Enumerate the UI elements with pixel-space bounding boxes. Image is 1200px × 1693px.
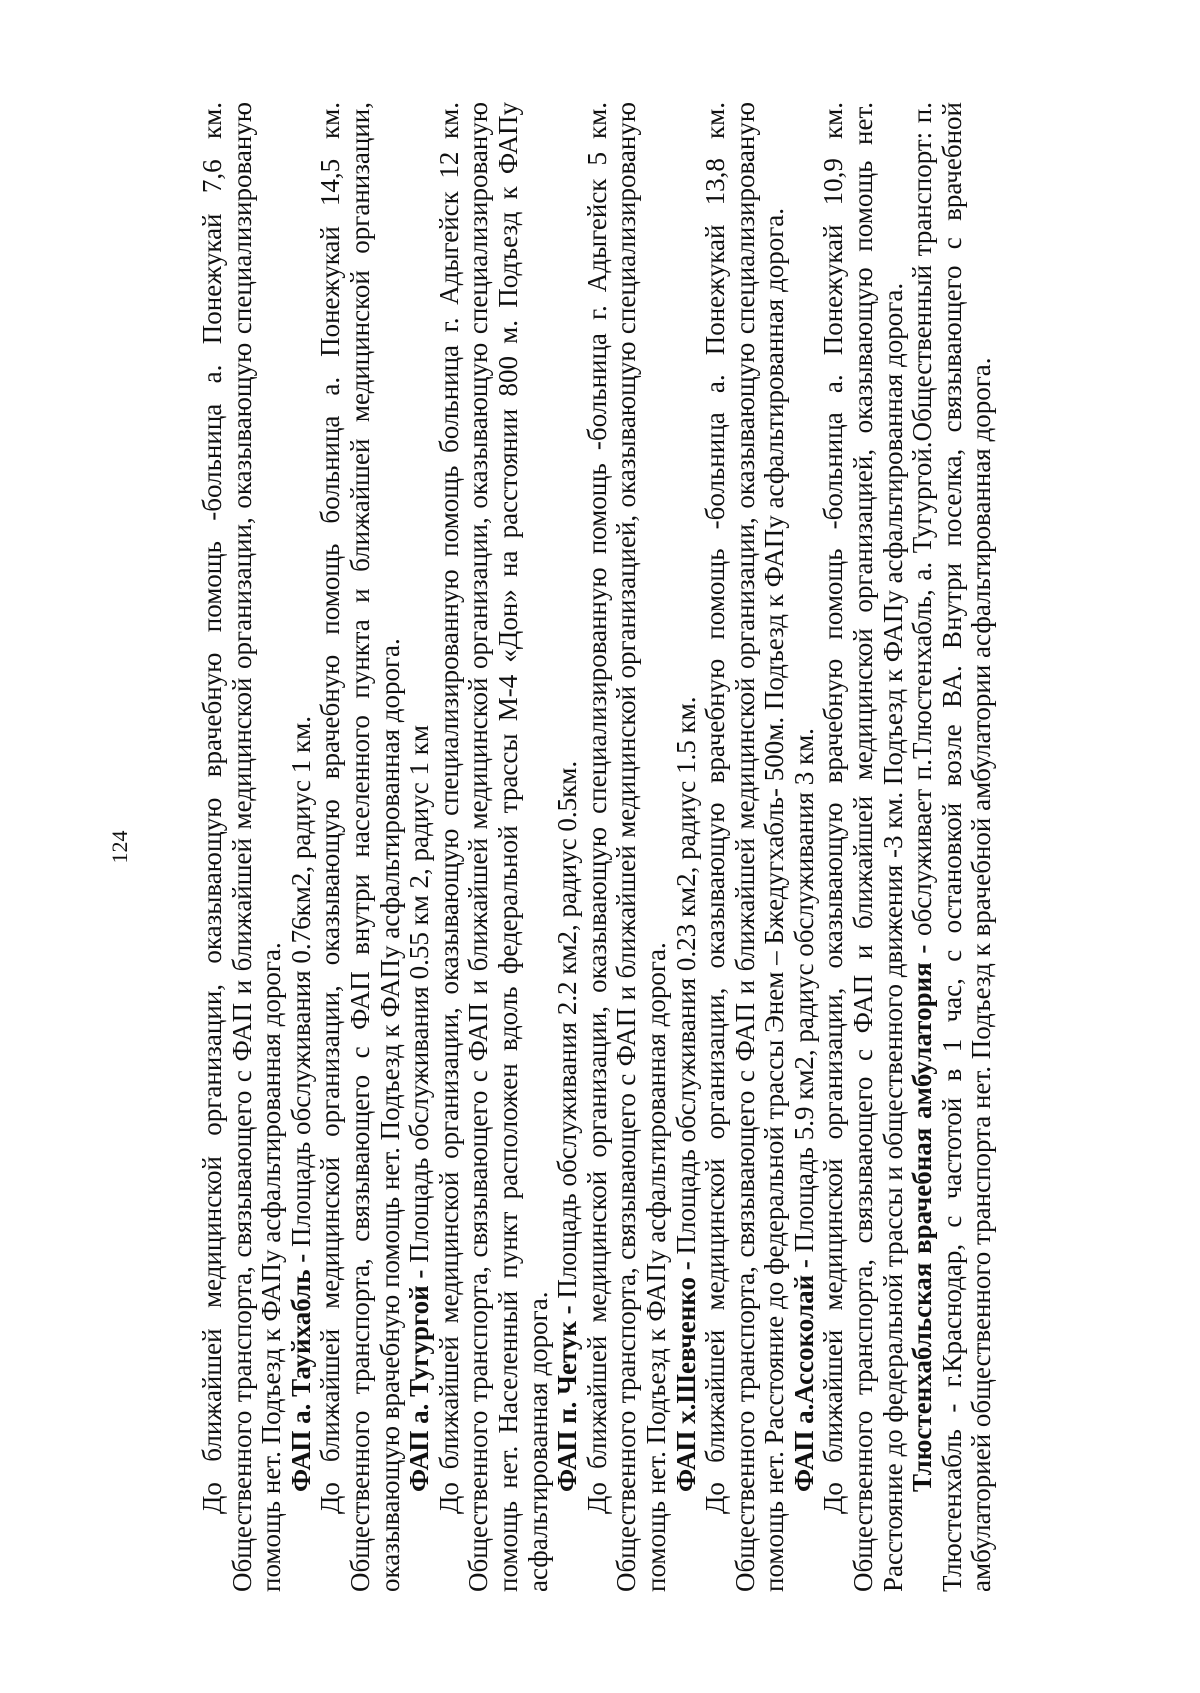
paragraph-6: До ближайшей медицинской организации, оказывающую врачебную помощь -больница а. Понежукай 10,9 км. Общественного транспорта, связывающего с ФАП и ближайшей медицинской организацией, оказывающую помощь нет. Расстояние до федеральной трассы и общественного движения -3 км. Подъезд к ФАПу асфальтированная дорога. bbox=[818, 102, 908, 1592]
paragraph-1: До ближайшей медицинской организации, оказывающую врачебную помощь -больница а. Понежукай 7,6 км. Общественного транспорта, связывающего с ФАП и ближайшей медицинской организации, оказывающую специализированую помощь нет. Подъезд к ФАПу асфальтированная дорога. bbox=[197, 102, 287, 1592]
paragraph-5: До ближайшей медицинской организации, оказывающую врачебную помощь -больница а. Понежукай 13,8 км. Общественного транспорта, связывающего с ФАП и ближайшей медицинской организации, оказывающую специализированую помощь нет. Расстояние до федеральной трассы Энем – Бжедугхабль- 500м. Подъезд к ФАПу асфальтированная дорога. bbox=[700, 102, 790, 1592]
paragraph-4: До ближайшей медицинской организации, оказывающую специализированную помощь -больница г. Адыгейск 5 км. Общественного транспорта, связывающего с ФАП и ближайшей медицинской организацией, оказывающую специализированую помощь нет. Подъезд к ФАПу асфальтированная дорога. bbox=[581, 102, 671, 1592]
heading-fap-shevchenko: ФАП х.Шевченко - Площадь обслуживания 0.23 км2, радиус 1.5 км. bbox=[670, 696, 701, 1492]
heading-fap-assokolay: ФАП а.Ассоколай - Площадь 5.9 км2, радиус обслуживания 3 км. bbox=[788, 728, 819, 1492]
heading-fap-chetuk: ФАП п. Четук - Площадь обслуживания 2.2 км2, радиус 0.5км. bbox=[552, 760, 583, 1492]
page-number: 124 bbox=[107, 830, 132, 864]
rotated-text-block bbox=[100, 82, 1100, 1612]
heading-tlyustenkhabl-ambulatory: Тлюстенхабльская врачебная амбулатория - обслуживает п.Тлюстенхабль, а. Тугургой.Общественный транспорт: п. Тлюстенхабль - г.Краснодар, с частотой в 1 час, с остановкой возле ВА. Внутри поселка, связывающего с врачебной амбулаторией общественного транспорта нет. Подъезд к врачебной амбулатории асфальтированная дорога. bbox=[907, 101, 997, 1592]
heading-fap-tugurgoy: ФАП а. Тугургой - Площадь обслуживания 0.55 км 2, радиус 1 км bbox=[404, 725, 435, 1492]
heading-fap-tauykhabl: ФАП а. Тауйхабль - Площадь обслуживания 0.76км2, радиус 1 км. bbox=[285, 716, 316, 1492]
paragraph-3: До ближайшей медицинской организации, оказывающую специализированную помощь больница г. Адыгейск 12 км. Общественного транспорта, связывающего с ФАП и ближайшей медицинской организации, оказывающую специализированую помощь нет. Населенный пункт расположен вдоль федеральной трассы М-4 «Дон» на расстоянии 800 м. Подъезд к ФАПу асфальтированная дорога. bbox=[433, 102, 553, 1592]
paragraph-2: До ближайшей медицинской организации, оказывающую врачебную помощь больница а. Понежукай 14,5 км. Общественного транспорта, связывающего с ФАП внутри населенного пункта и ближайшей медицинской организации, оказывающую врачебную помощь нет. Подъезд к ФАПу асфальтированная дорога. bbox=[315, 102, 405, 1592]
